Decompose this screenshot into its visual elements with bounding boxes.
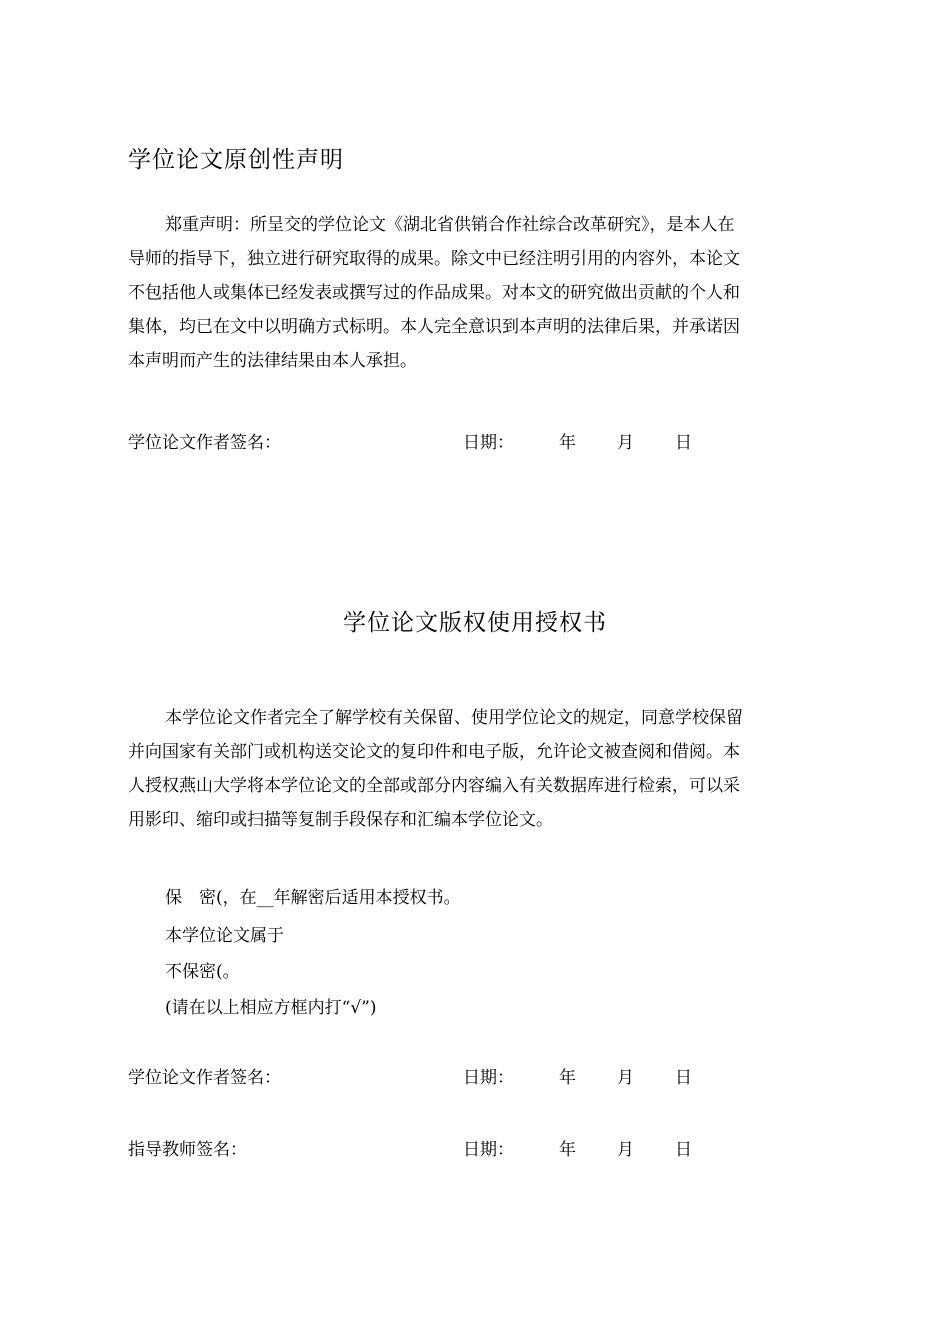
- author-signature-label: 学位论文作者签名：: [128, 1068, 281, 1088]
- date-label: 日期：: [463, 433, 514, 453]
- declaration-line: 不包括他人或集体已经发表或撰写过的作品成果。对本文的研究做出贡献的个人和: [128, 283, 740, 303]
- month-label: 月: [617, 433, 634, 453]
- confidential-option: 保 密(，在__年解密后适用本授权书。: [165, 888, 461, 908]
- thesis-belongs-to: 本学位论文属于: [165, 926, 284, 946]
- day-label: 日: [675, 433, 692, 453]
- declaration-paragraph: [128, 208, 828, 378]
- declaration-title: 学位论文原创性声明: [128, 147, 344, 173]
- non-confidential-option: 不保密(。: [165, 962, 240, 982]
- date-label: 日期：: [463, 1140, 514, 1160]
- author-signature-label: 学位论文作者签名：: [128, 433, 281, 453]
- authorization-line: 并向国家有关部门或机构送交论文的复印件和电子版，允许论文被查阅和借阅。本: [128, 742, 740, 762]
- authorization-line: 用影印、缩印或扫描等复制手段保存和汇编本学位论文。: [128, 810, 553, 830]
- authorization-line: 人授权燕山大学将本学位论文的全部或部分内容编入有关数据库进行检索，可以采: [128, 776, 740, 796]
- authorization-line: 本学位论文作者完全了解学校有关保留、使用学位论文的规定，同意学校保留: [165, 708, 743, 728]
- year-label: 年: [559, 433, 576, 453]
- declaration-line: 导师的指导下，独立进行研究取得的成果。除文中已经注明引用的内容外，本论文: [128, 249, 740, 269]
- day-label: 日: [675, 1068, 692, 1088]
- declaration-line: 集体，均已在文中以明确方式标明。本人完全意识到本声明的法律后果，并承诺因: [128, 317, 740, 337]
- year-label: 年: [559, 1140, 576, 1160]
- date-label: 日期：: [463, 1068, 514, 1088]
- day-label: 日: [675, 1140, 692, 1160]
- year-label: 年: [559, 1068, 576, 1088]
- authorization-paragraph: [128, 701, 828, 837]
- month-label: 月: [617, 1140, 634, 1160]
- declaration-line: 本声明而产生的法律结果由本人承担。: [128, 351, 417, 371]
- advisor-signature-label: 指导教师签名：: [128, 1140, 247, 1160]
- checkbox-instruction: (请在以上相应方框内打“√”): [165, 998, 377, 1018]
- declaration-line: 郑重声明：所呈交的学位论文《湖北省供销合作社综合改革研究》，是本人在: [165, 215, 735, 235]
- month-label: 月: [617, 1068, 634, 1088]
- authorization-title: 学位论文版权使用授权书: [343, 610, 607, 636]
